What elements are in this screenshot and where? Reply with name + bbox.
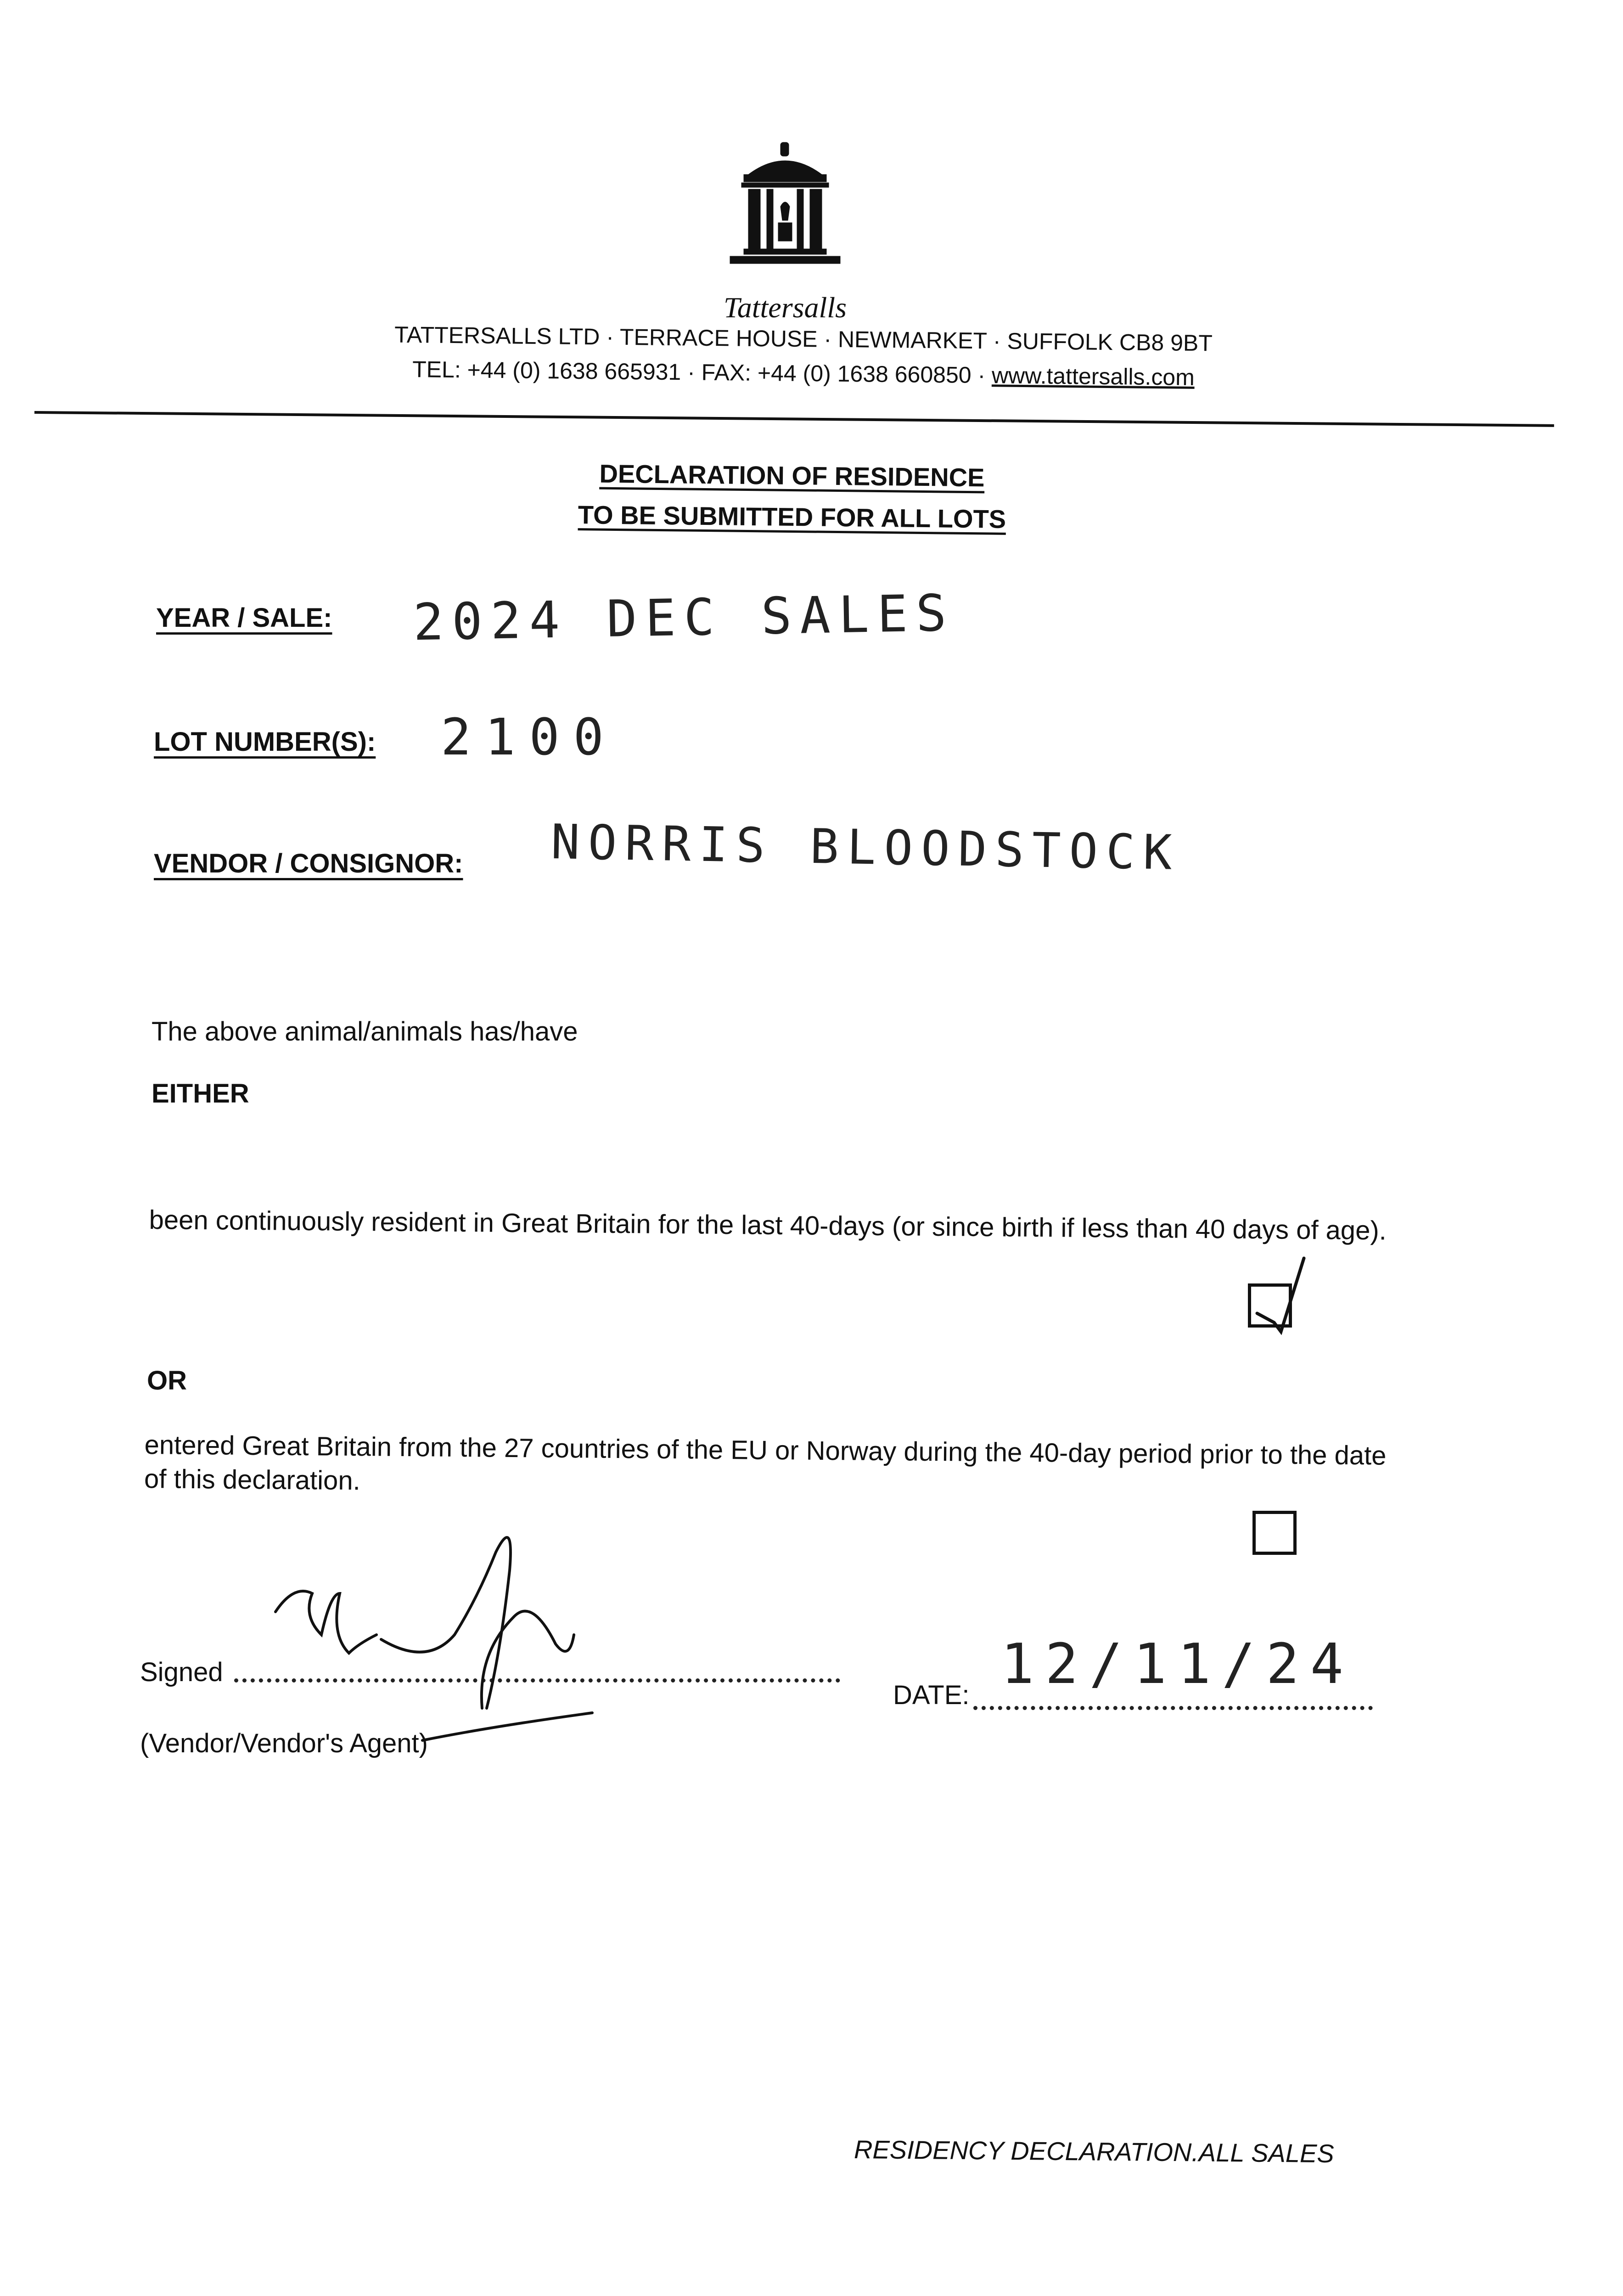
or-heading: OR xyxy=(147,1366,187,1396)
signature-icon xyxy=(275,1537,592,1740)
date-value[interactable]: 12/11/24 xyxy=(1001,1632,1354,1696)
signature-line[interactable] xyxy=(234,1651,840,1683)
address-line: TATTERSALLS LTD · TERRACE HOUSE · NEWMARKET · SUFFOLK CB8 9BT xyxy=(394,321,1213,356)
website-link[interactable]: www.tattersalls.com xyxy=(991,362,1195,390)
either-heading: EITHER xyxy=(152,1079,249,1109)
brand-name: Tattersalls xyxy=(724,291,847,324)
year-sale-value[interactable]: 2024 DEC SALES xyxy=(412,583,955,652)
footer-label: RESIDENCY DECLARATION.ALL SALES xyxy=(854,2134,1334,2168)
tattersalls-logo-icon xyxy=(716,138,854,289)
option-eu-entry-checkbox[interactable] xyxy=(1252,1511,1297,1555)
date-label: DATE: xyxy=(893,1680,970,1710)
contact-numbers: TEL: +44 (0) 1638 665931 · FAX: +44 (0) 1638 660850 · xyxy=(412,356,992,388)
option-continuous-residence-checkbox[interactable] xyxy=(1248,1283,1292,1328)
option-continuous-residence-text: been continuously resident in Great Britain for the last 40-days (or since birth if less than 40 days of age). xyxy=(149,1204,1387,1246)
page-subtitle: TO BE SUBMITTED FOR ALL LOTS xyxy=(578,500,1006,534)
lot-number-label: LOT NUMBER(S): xyxy=(154,727,376,757)
intro-text: The above animal/animals has/have xyxy=(152,1017,578,1047)
vendor-agent-label: (Vendor/Vendor's Agent) xyxy=(140,1728,428,1758)
lot-number-value[interactable]: 2100 xyxy=(441,708,618,766)
vendor-consignor-value[interactable]: NORRIS BLOODSTOCK xyxy=(550,814,1181,881)
signed-label: Signed xyxy=(140,1657,223,1687)
header-divider xyxy=(34,411,1554,427)
year-sale-label: YEAR / SALE: xyxy=(156,603,332,633)
page-title: DECLARATION OF RESIDENCE xyxy=(599,459,985,492)
contact-line xyxy=(275,353,1332,394)
option-eu-entry-text: entered Great Britain from the 27 countries of the EU or Norway during the 40-day period prior to the date of this declaration. xyxy=(144,1429,1387,1496)
vendor-consignor-label: VENDOR / CONSIGNOR: xyxy=(154,849,463,878)
